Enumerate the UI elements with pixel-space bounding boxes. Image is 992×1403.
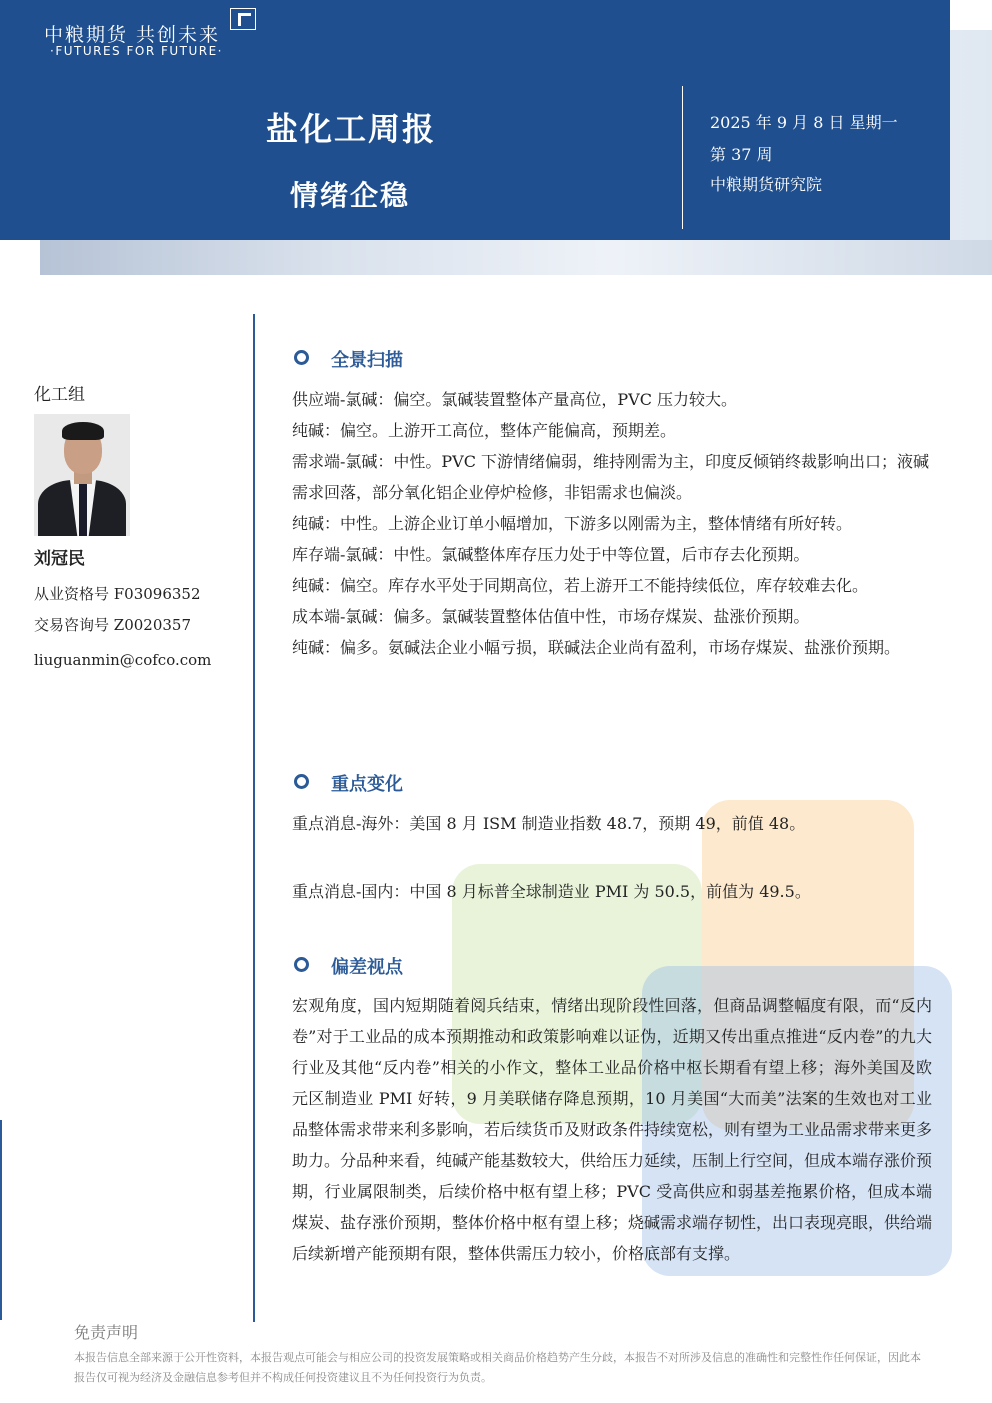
- section-bullet-icon: [294, 957, 309, 972]
- bias-content: 宏观角度，国内短期随着阅兵结束，情绪出现阶段性回落，但商品调整幅度有限，而“反内卷”对于工业品的成本预期推动和政策影响难以证伪，近期又传出重点推进“反内卷”的九大行业及其他“反内卷”相关的小作文，整体工业品价格中枢长期看有望上移；海外美国及欧元区制造业 PMI 好转，9 月美联储存降息预期，10 月美国“大而美”法案的生效也对工业品整体需求带来利多影响，若后续货币及财政条件持续宽松，则有望为工业品需求带来更多助力。分品种来看，纯碱产能基数较大，供给压力延续，压制上行空间，但成本端存涨价预期，行业属限制类，后续价格中枢有望上移；PVC 受高供应和弱基差拖累价格，但成本端煤炭、盐存涨价预期，整体价格中枢有望上移；烧碱需求端存韧性，出口表现亮眼，供给端后续新增产能预期有限，整体供需压力较小，价格底部有支撑。: [292, 996, 933, 1263]
- report-institute: 中粮期货研究院: [710, 175, 823, 194]
- section-key-title: [294, 770, 403, 796]
- scan-line: 供应端-氯碱：偏空。氯碱装置整体产量高位，PVC 压力较大。: [292, 390, 738, 409]
- section-key-title-text: 重点变化: [331, 774, 403, 795]
- author-avatar: [34, 414, 130, 536]
- avatar-hair: [62, 422, 104, 440]
- banner-photo-strip: [40, 240, 992, 275]
- column-divider: [253, 314, 255, 1322]
- report-date: 2025 年 9 月 8 日 星期一: [710, 113, 898, 132]
- section-bias-title: [294, 953, 403, 979]
- left-edge-line: [0, 1120, 2, 1320]
- disclaimer-text: 本报告信息全部来源于公开性资料，本报告观点可能会与相应公司的投资发展策略或相关商品价格趋势产生分歧，本报告不对所涉及信息的准确性和完整性作任何保证，因此本报告仅可视为经济及金融信息参考但并不构成任何投资建议且不为任何投资行为负责。: [74, 1351, 921, 1384]
- banner-divider: [682, 86, 683, 229]
- scan-line: 纯碱：偏空。库存水平处于同期高位，若上游开工不能持续低位，库存较难去化。: [292, 576, 869, 595]
- disclaimer-title: 免责声明: [74, 1323, 139, 1342]
- section-scan-title-text: 全景扫描: [331, 350, 403, 371]
- report-title: 盐化工周报: [266, 110, 437, 148]
- scan-content: [292, 384, 932, 663]
- scan-line: 成本端-氯碱：偏多。氯碱装置整体估值中性，市场存煤炭、盐涨价预期。: [292, 607, 810, 626]
- report-subtitle: 情绪企稳: [290, 179, 411, 212]
- brand-logo-cn: 中粮期货 共创未来: [44, 24, 221, 46]
- key-news-domestic: 重点消息-国内：中国 8 月标普全球制造业 PMI 为 50.5，前值为 49.5。: [292, 882, 811, 901]
- key-news-overseas: 重点消息-海外：美国 8 月 ISM 制造业指数 48.7，预期 49，前值 48。: [292, 814, 806, 833]
- section-bias-title-text: 偏差视点: [331, 957, 403, 978]
- brand-logo-icon: [230, 8, 256, 30]
- author-qualification: 从业资格号 F03096352: [34, 585, 201, 603]
- section-bullet-icon: [294, 350, 309, 365]
- report-week: 第 37 周: [710, 145, 773, 164]
- scan-line: 纯碱：偏空。上游开工高位，整体产能偏高，预期差。: [292, 421, 677, 440]
- section-scan-title: [294, 346, 403, 372]
- author-group: 化工组: [34, 385, 85, 405]
- brand-logo-en: ·FUTURES FOR FUTURE·: [50, 44, 223, 58]
- header-banner: [0, 0, 950, 240]
- author-email[interactable]: liuguanmin@cofco.com: [34, 651, 212, 669]
- author-name: 刘冠民: [34, 549, 85, 569]
- author-consulting-number: 交易咨询号 Z0020357: [34, 616, 191, 634]
- scan-line: 库存端-氯碱：中性。氯碱整体库存压力处于中等位置，后市存去化预期。: [292, 545, 810, 564]
- scan-line: 纯碱：偏多。氨碱法企业小幅亏损，联碱法企业尚有盈利，市场存煤炭、盐涨价预期。: [292, 638, 901, 657]
- scan-line: 纯碱：中性。上游企业订单小幅增加，下游多以刚需为主，整体情绪有所好转。: [292, 514, 853, 533]
- scan-line: 需求端-氯碱：中性。PVC 下游情绪偏弱，维持刚需为主，印度反倾销终裁影响出口；液碱需求回落，部分氧化铝企业停炉检修，非铝需求也偏淡。: [292, 452, 930, 502]
- avatar-tie: [79, 484, 87, 536]
- section-bullet-icon: [294, 774, 309, 789]
